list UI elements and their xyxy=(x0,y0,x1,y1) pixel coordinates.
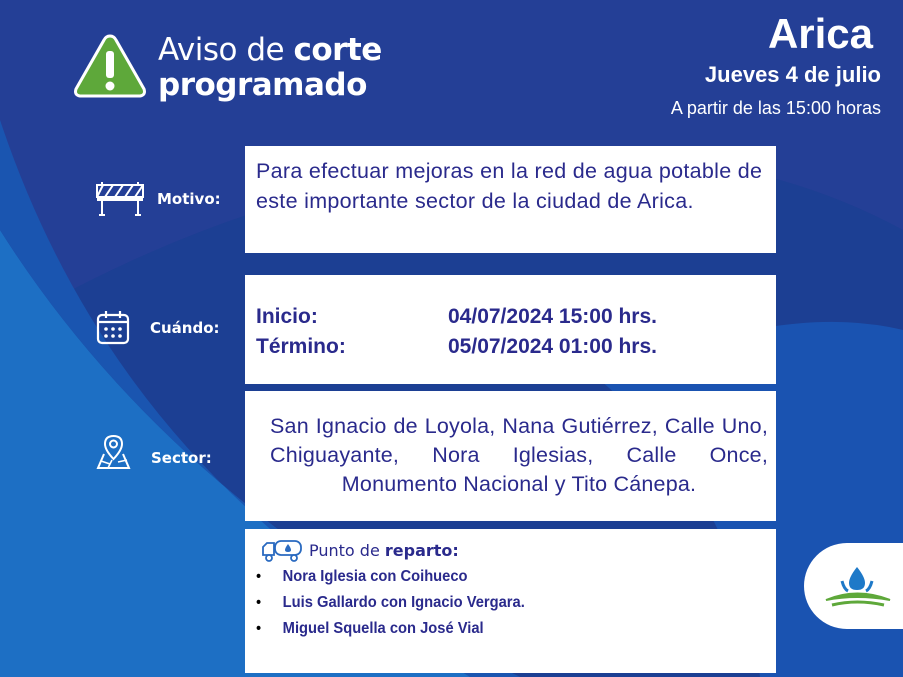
city-name: Arica xyxy=(767,10,873,57)
sector-box xyxy=(245,391,776,521)
motivo-label: Motivo: xyxy=(157,190,221,208)
title-line1-light: Aviso de xyxy=(158,32,294,68)
reparto-box xyxy=(245,529,776,673)
inicio-label: Inicio: xyxy=(256,305,318,328)
reparto-title-light: Punto de xyxy=(309,540,385,560)
reparto-title-bold: reparto: xyxy=(384,540,459,560)
outage-time: A partir de las 15:00 horas xyxy=(670,98,881,118)
title-line1-bold: corte xyxy=(293,32,382,68)
inicio-value: 04/07/2024 15:00 hrs. xyxy=(448,305,657,328)
termino-value: 05/07/2024 01:00 hrs. xyxy=(448,335,657,358)
reparto-title xyxy=(309,541,459,560)
reparto-header xyxy=(261,537,459,563)
water-truck-icon xyxy=(261,537,303,563)
company-logo xyxy=(804,543,903,629)
termino-row xyxy=(256,335,657,359)
list-item: • Luis Gallardo con Ignacio Vergara. xyxy=(256,593,525,619)
inicio-row xyxy=(256,305,657,329)
termino-label: Término: xyxy=(256,335,346,358)
reparto-list xyxy=(256,567,548,645)
list-item: • Miguel Squella con José Vial xyxy=(256,619,525,645)
sector-label: Sector: xyxy=(151,449,212,467)
calendar-icon xyxy=(96,310,130,345)
title-line2: programado xyxy=(158,67,367,103)
barrier-icon xyxy=(95,182,145,216)
list-item: • Nora Iglesia con Coihueco xyxy=(256,567,525,593)
motivo-box xyxy=(245,146,776,253)
warning-icon xyxy=(73,33,147,99)
map-pin-icon xyxy=(96,434,131,470)
cuando-box xyxy=(245,275,776,384)
outage-date: Jueves 4 de julio xyxy=(704,62,881,87)
sector-text: San Ignacio de Loyola, Nana Gutiérrez, Calle Uno, Chiguayante, Nora Iglesias, Calle Once, Monumento Nacional y Tito Cánepa. xyxy=(270,414,768,496)
motivo-text: Para efectuar mejoras en la red de agua potable de este importante sector de la ciudad de Arica. xyxy=(256,159,763,213)
cuando-label: Cuándo: xyxy=(150,319,220,337)
notice-title xyxy=(158,32,382,103)
